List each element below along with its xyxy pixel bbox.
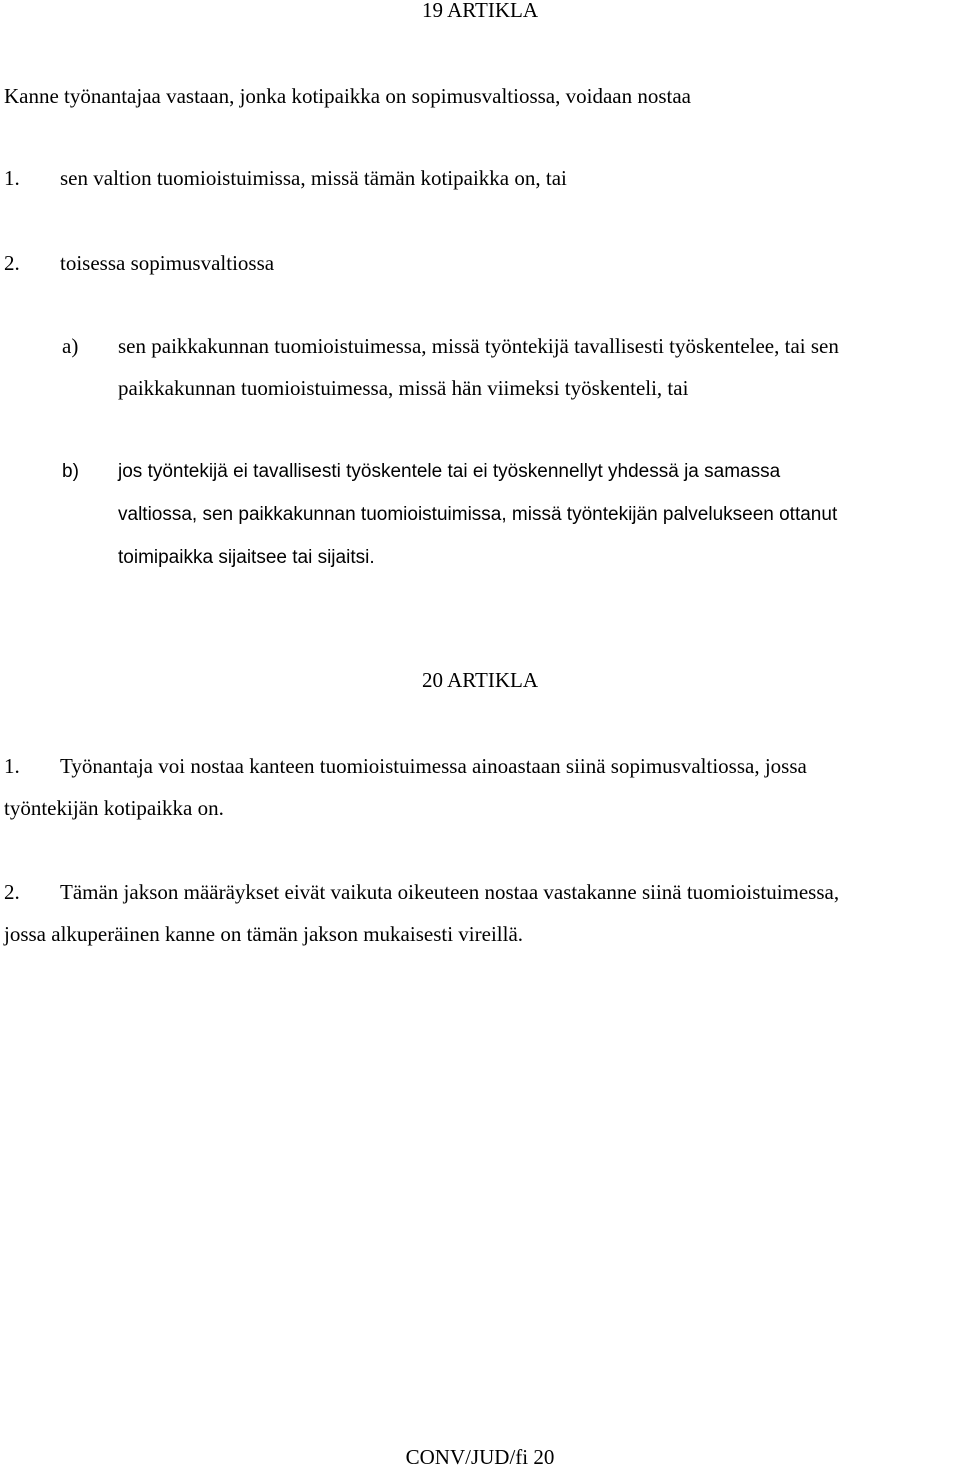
subitem-letter: a) [62, 334, 79, 358]
paragraph-line: Työnantaja voi nostaa kanteen tuomioistuimessa ainoastaan siinä sopimusvaltiossa, jossa [60, 754, 807, 778]
subitem-line: valtiossa, sen paikkakunnan tuomioistuimissa, missä työntekijän palvelukseen ottanut [118, 504, 838, 525]
subitem-line: paikkakunnan tuomioistuimessa, missä hän viimeksi työskenteli, tai [118, 376, 689, 400]
page-footer-reference: CONV/JUD/fi 20 [405, 1445, 555, 1469]
item-text: toisessa sopimusvaltiossa [60, 251, 275, 275]
paragraph-line: työntekijän kotipaikka on. [4, 796, 224, 820]
paragraph-number: 1. [4, 754, 20, 778]
subitem-line: sen paikkakunnan tuomioistuimessa, missä työntekijä tavallisesti työskentelee, tai sen [118, 334, 839, 358]
article-19-intro: Kanne työnantajaa vastaan, jonka kotipaikka on sopimusvaltiossa, voidaan nostaa [4, 84, 691, 108]
article-19-heading: 19 ARTIKLA [422, 0, 538, 22]
item-number: 1. [4, 166, 20, 190]
paragraph-line: jossa alkuperäinen kanne on tämän jakson mukaisesti vireillä. [4, 922, 524, 946]
subitem-line: jos työntekijä ei tavallisesti työskentele tai ei työskennellyt yhdessä ja samassa [118, 461, 781, 482]
article-20-heading: 20 ARTIKLA [422, 668, 538, 692]
paragraph-line: Tämän jakson määräykset eivät vaikuta oikeuteen nostaa vastakanne siinä tuomioistuimessa, [60, 880, 840, 904]
item-number: 2. [4, 251, 20, 275]
subitem-line: toimipaikka sijaitsee tai sijaitsi. [118, 547, 375, 568]
subitem-letter: b) [62, 461, 79, 482]
item-text: sen valtion tuomioistuimissa, missä tämän kotipaikka on, tai [60, 166, 567, 190]
paragraph-number: 2. [4, 880, 20, 904]
